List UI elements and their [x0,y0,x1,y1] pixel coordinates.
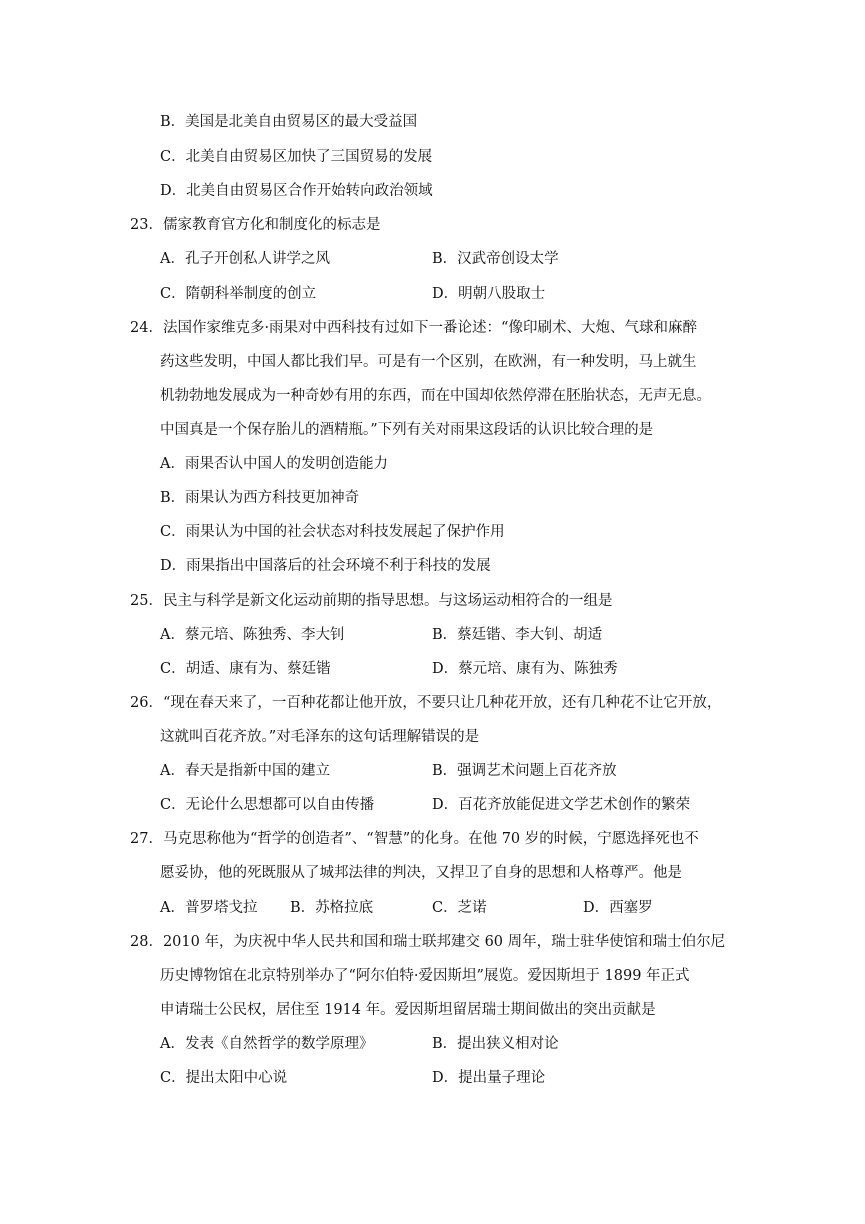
q23-option-c: C．隋朝科举制度的创立 [160,286,317,302]
q24-option-d: D．雨果指出中国落后的社会环境不利于科技的发展 [160,558,491,574]
q28-stem-line-2: 历史博物馆在北京特别举办了“阿尔伯特·爱因斯坦”展览。爱因斯坦于 1899 年正式 [160,968,690,984]
q24-stem-line-4: 中国真是一个保存胎儿的酒精瓶。”下列有关对雨果这段话的认识比较合理的是 [160,422,654,438]
q26-option-d: D．百花齐放能促进文学艺术创作的繁荣 [432,797,691,813]
q23-stem: 23．儒家教育官方化和制度化的标志是 [130,217,381,233]
q26-option-b: B．强调艺术问题上百花齐放 [432,763,617,779]
q27-option-d: D．西塞罗 [583,900,653,916]
q27-option-c: C．芝诺 [432,900,487,916]
q23-option-a: A．孔子开创私人讲学之风 [160,251,330,267]
q26-option-c: C．无论什么思想都可以自由传播 [160,797,375,813]
q24-option-c: C．雨果认为中国的社会状态对科技发展起了保护作用 [160,524,505,540]
q27-option-b: B．苏格拉底 [290,900,374,916]
q25-option-d: D．蔡元培、康有为、陈独秀 [432,661,618,677]
q24-stem-line-2: 药这些发明，中国人都比我们早。可是有一个区别，在欧洲，有一种发明，马上就生 [160,354,697,370]
q24-option-b: B．雨果认为西方科技更加神奇 [160,490,360,506]
q25-stem: 25．民主与科学是新文化运动前期的指导思想。与这场运动相符合的一组是 [130,593,613,609]
q25-option-a: A．蔡元培、陈独秀、李大钊 [160,627,345,643]
q22-option-b: B．美国是北美自由贸易区的最大受益国 [160,114,418,130]
q23-option-b: B．汉武帝创设太学 [432,251,559,267]
q28-stem-line-1: 28．2010 年，为庆祝中华人民共和国和瑞士联邦建交 60 周年，瑞士驻华使馆和瑞士伯尔尼 [130,934,726,950]
q26-stem-line-2: 这就叫百花齐放。”对毛泽东的这句话理解错误的是 [160,729,480,745]
q23-option-d: D．明朝八股取士 [432,286,546,302]
q28-stem-line-3: 申请瑞士公民权，居住至 1914 年。爱因斯坦留居瑞士期间做出的突出贡献是 [160,1002,656,1018]
q22-option-c: C．北美自由贸易区加快了三国贸易的发展 [160,149,433,165]
q26-option-a: A．春天是指新中国的建立 [160,763,330,779]
q28-option-b: B．提出狭义相对论 [432,1036,559,1052]
q25-option-c: C．胡适、康有为、蔡廷锴 [160,661,331,677]
q27-stem-line-1: 27．马克思称他为“哲学的创造者”、“智慧”的化身。在他 70 岁的时候，宁愿选择死也不 [130,831,699,847]
q24-stem-line-3: 机勃勃地发展成为一种奇妙有用的东西，而在中国却依然停滞在胚胎状态，无声无息。 [160,388,711,404]
q27-stem-line-2: 愿妥协，他的死既服从了城邦法律的判决，又捍卫了自身的思想和人格尊严。他是 [160,865,682,881]
q27-option-a: A．普罗塔戈拉 [160,900,258,916]
q22-option-d: D．北美自由贸易区合作开始转向政治领域 [160,183,433,199]
q26-stem-line-1: 26．“现在春天来了，一百种花都让他开放，不要只让几种花开放，还有几种花不让它开放， [130,695,722,711]
q24-stem-line-1: 24．法国作家维克多·雨果对中西科技有过如下一番论述：“像印刷术、大炮、气球和麻醉 [130,320,697,336]
q28-option-c: C．提出太阳中心说 [160,1070,288,1086]
q28-option-a: A．发表《自然哲学的数学原理》 [160,1036,374,1052]
q24-option-a: A．雨果否认中国人的发明创造能力 [160,456,388,472]
q25-option-b: B．蔡廷锴、李大钊、胡适 [432,627,603,643]
q28-option-d: D．提出量子理论 [432,1070,546,1086]
